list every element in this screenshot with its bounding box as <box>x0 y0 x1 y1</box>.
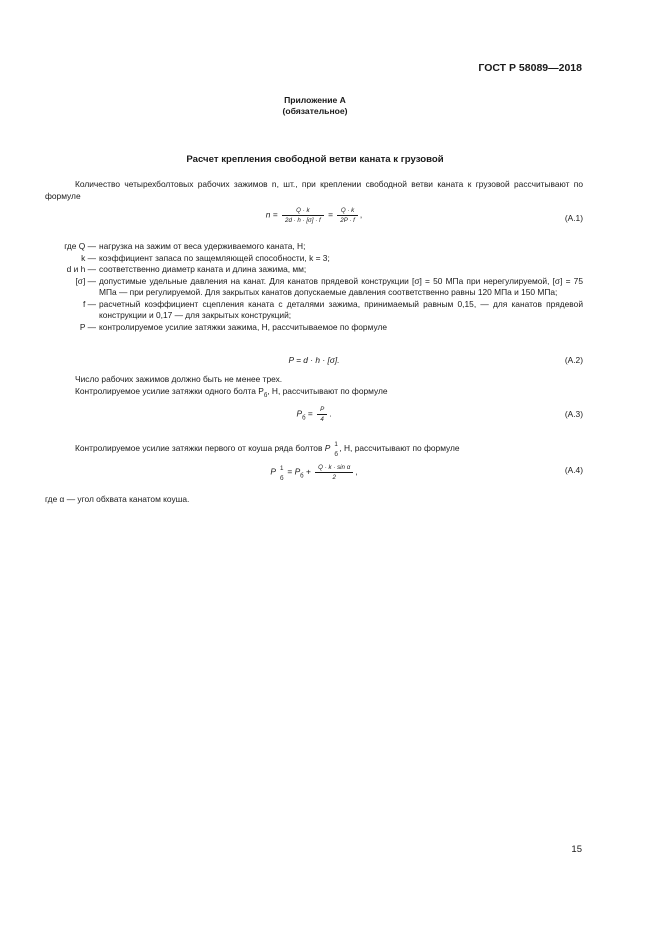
page-number: 15 <box>571 844 582 855</box>
formula-a1-number: (А.1) <box>564 213 583 223</box>
formula-a1-fraction-1: $\frac{Q \cdot k}{2d \cdot h \cdot [\sigma] \cdot f}$ <box>282 207 324 224</box>
definition-item: [σ] — допустимые удельные давления на канат. Для канатов прядевой конструкции [σ] = 50 МПа при нерегулируемой, [σ] = 75 МПа — при регулируемой. Для закрытых канатов допускаемые давления соответственно равны 120 МПа и 150 МПа; <box>75 275 583 297</box>
alpha-note: где α — угол обхвата канатом коуша. <box>45 494 190 504</box>
formula-a1: n = $\frac{Q \cdot k}{2d \cdot h \cdot [\sigma] \cdot f}$ = $\frac{Q \cdot k}{2P \cdot f}$ , (А.1) <box>265 207 583 224</box>
bolt-force-paragraph: Контролируемое усилие затяжки одного болта $P_б$, Н, рассчитывают по формуле <box>75 386 388 399</box>
standard-designation: ГОСТ Р 58089—2018 <box>478 62 582 74</box>
formula-a1-fraction-2: $\frac{Q \cdot k}{2P \cdot f}$ <box>337 207 358 224</box>
definition-item: P — контролируемое усилие затяжки зажима, Н, рассчитываемое по формуле <box>79 321 387 332</box>
formula-a3-number: (А.3) <box>564 409 583 419</box>
min-count-paragraph: Число рабочих зажимов должно быть не менее трех. <box>75 374 283 384</box>
section-title: Расчет крепления свободной ветви каната к грузовой <box>186 154 444 165</box>
formula-a1-lhs: n = <box>265 209 278 220</box>
definition-item: k — коэффициент запаса по защемляющей способности, k = 3; <box>81 252 330 263</box>
definition-item: f — расчетный коэффициент сцепления каната с деталями зажима, принимаемый равным 0,15, — для канатов прядевой конструкции и 0,17 — для закрытых конструкций; <box>82 298 583 320</box>
formula-a4: P 1 б = $P_б$ + $\frac{\text{Q · k · sin α}}{2}$ , (А.4) <box>270 464 583 482</box>
formula-a4-fraction: $\frac{\text{Q · k · sin α}}{2}$ <box>315 464 353 481</box>
formula-a3-fraction: $\frac{P}{4}$ <box>317 406 327 423</box>
appendix-title: Приложение А <box>284 95 346 105</box>
intro-paragraph: Количество четырехболтовых рабочих зажимов n, шт., при креплении свободной ветви каната к грузовой рассчитывают по формуле <box>45 179 583 201</box>
definition-item: d и h — соответственно диаметр каната и длина зажима, мм; <box>66 264 307 274</box>
formula-a3: $P_б$ = $\frac{P}{4}$ . (А.3) <box>296 406 583 423</box>
formula-a2-number: (А.2) <box>564 355 583 365</box>
definitions-list <box>45 241 583 333</box>
first-bolt-paragraph: Контролируемое усилие затяжки первого от коуша ряда болтов P 1 б , Н, рассчитывают по формуле <box>75 440 460 458</box>
formula-a2: P = d · h · [σ]. (А.2) <box>288 355 583 365</box>
definition-item: где Q — нагрузка на зажим от веса удерживаемого каната, Н; <box>64 241 306 251</box>
appendix-subtitle: (обязательное) <box>282 106 348 116</box>
formula-a4-number: (А.4) <box>564 465 583 475</box>
